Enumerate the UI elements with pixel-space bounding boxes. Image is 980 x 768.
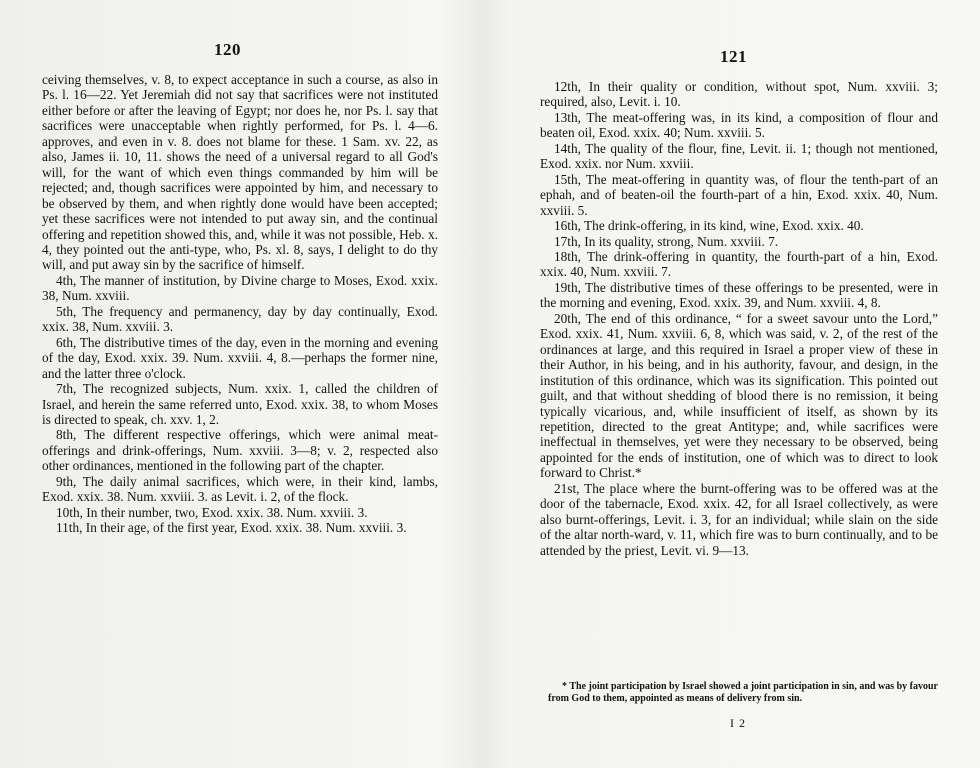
footnote-text: * The joint participation by Israel showed a joint participation in sin, and was by favour from God to them, appointed as means of delivery from sin. xyxy=(548,681,938,704)
paragraph: 21st, The place where the burnt-offering was to be offered was at the door of the tabernacle, Exod. xxix. 42, for all Israel collectively, as were also burnt-offerings, Levit. i. 3, for an individual; while slain on the side of the altar north-ward, v. 11, which fire was to burn continually, and to be attended by the priest, Levit. vi. 9—13. xyxy=(540,480,938,558)
paragraph: 13th, The meat-offering was, in its kind, a composition of flour and beaten oil, Exod. xxix. 40; Num. xxviii. 5. xyxy=(540,109,938,141)
paragraph: 10th, In their number, two, Exod. xxix. 38. Num. xxviii. 3. xyxy=(56,504,368,520)
right-page-text xyxy=(540,79,938,558)
paragraph: 5th, The frequency and permanency, day by day continually, Exod. xxix. 38, Num. xxviii. 3. xyxy=(42,303,438,335)
paragraph: 19th, The distributive times of these offerings to be presented, were in the morning and evening, Exod. xxix. 39, and Num. xxviii. 4, 8. xyxy=(540,279,938,311)
paragraph: 9th, The daily animal sacrifices, which were, in their kind, lambs, Exod. xxix. 38. Num. xxviii. 3. as Levit. i. 2, of the flock. xyxy=(42,473,438,505)
page-number-right: 121 xyxy=(720,47,747,66)
paragraph: 7th, The recognized subjects, Num. xxix. 1, called the children of Israel, and herein the same referred unto, Exod. xxix. 38, to whom Moses is directed to speak, ch. xxv. 1, 2. xyxy=(42,381,438,427)
footnote xyxy=(548,681,938,704)
paragraph: 11th, In their age, of the first year, Exod. xxix. 38. Num. xxviii. 3. xyxy=(56,520,407,536)
paragraph: 17th, In its quality, strong, Num. xxviii. 7. xyxy=(554,233,779,249)
paragraph: 16th, The drink-offering, in its kind, wine, Exod. xxix. 40. xyxy=(554,218,864,234)
page-number-left: 120 xyxy=(214,40,241,59)
paragraph: 4th, The manner of institution, by Divine charge to Moses, Exod. xxix. 38, Num. xxviii. xyxy=(42,272,438,304)
paragraph: 6th, The distributive times of the day, even in the morning and evening of the day, Exod. xxix. 39. Num. xxviii. 4, 8.—perhaps the former nine, and the latter three o'clock. xyxy=(42,334,438,381)
paragraph: 18th, The drink-offering in quantity, the fourth-part of a hin, Exod. xxix. 40, Num. xxviii. 7. xyxy=(540,248,938,280)
left-page-text xyxy=(42,72,438,536)
paragraph: 12th, In their quality or condition, without spot, Num. xxviii. 3; required, also, Levit. i. 10. xyxy=(540,79,938,110)
paragraph: 8th, The different respective offerings, which were animal meat-offerings and drink-offerings, Num. xxviii. 3—8; v. 2, respected also other ordinances, mentioned in the following part of the chapter. xyxy=(42,427,438,474)
signature-mark: I 2 xyxy=(730,716,746,730)
paragraph: 15th, The meat-offering in quantity was, of flour the tenth-part of an ephah, and of beaten-oil the fourth-part of a hin, Exod. xxix. 40, Num. xxviii. 5. xyxy=(540,171,938,218)
paragraph: ceiving themselves, v. 8, to expect acceptance in such a course, as also in Ps. l. 16—22. Yet Jeremiah did not say that sacrifices were not instituted either before or after the leaving of Egypt; nor does he, nor Ps. l. say that sacrifices were unacceptable when rightly performed, for Ps. l. 4—6. approves, and even in v. 8. does not blame for these. 1 Sam. xv. 22, as also, James ii. 10, 11. shows the need of a universal regard to all God's will, for the want of which even things commanded by him will be rejected; and, though sacrifices were appointed by him, and necessary to be observed by them, and when rightly done would have been accepted; yet these sacrifices were not intended to put away sin, and the continual offering and repetition showed this, and, while it was not possible, Heb. x. 4, they pointed out the anti-type, who, Ps. xl. 8, says, I delight to do thy will, and put away sin by the sacrifice of himself. xyxy=(42,72,438,273)
paragraph: 14th, The quality of the flour, fine, Levit. ii. 1; though not mentioned, Exod. xxix. nor Num. xxviii. xyxy=(540,140,938,172)
paragraph: 20th, The end of this ordinance, “ for a sweet savour unto the Lord,” Exod. xxix. 41, Num. xxviii. 6, 8, which was said, v. 2, of the rest of the ordinances at large, and this required in Israel a proper view of these in their Author, in his being, and in his authority, favour, and design, in the institution of this ordinance, which was its signification. This pointed out guilt, and that without shedding of blood there is no remission, it being typically vicarious, and, while insufficient of itself, as shown by its repetition, directed to the great Antitype; and, while sacrifices were ineffectual in themselves, yet were they necessary to be observed, being appointed for the ends of institution, one of which was to direct to look forward to Christ.* xyxy=(540,310,938,481)
